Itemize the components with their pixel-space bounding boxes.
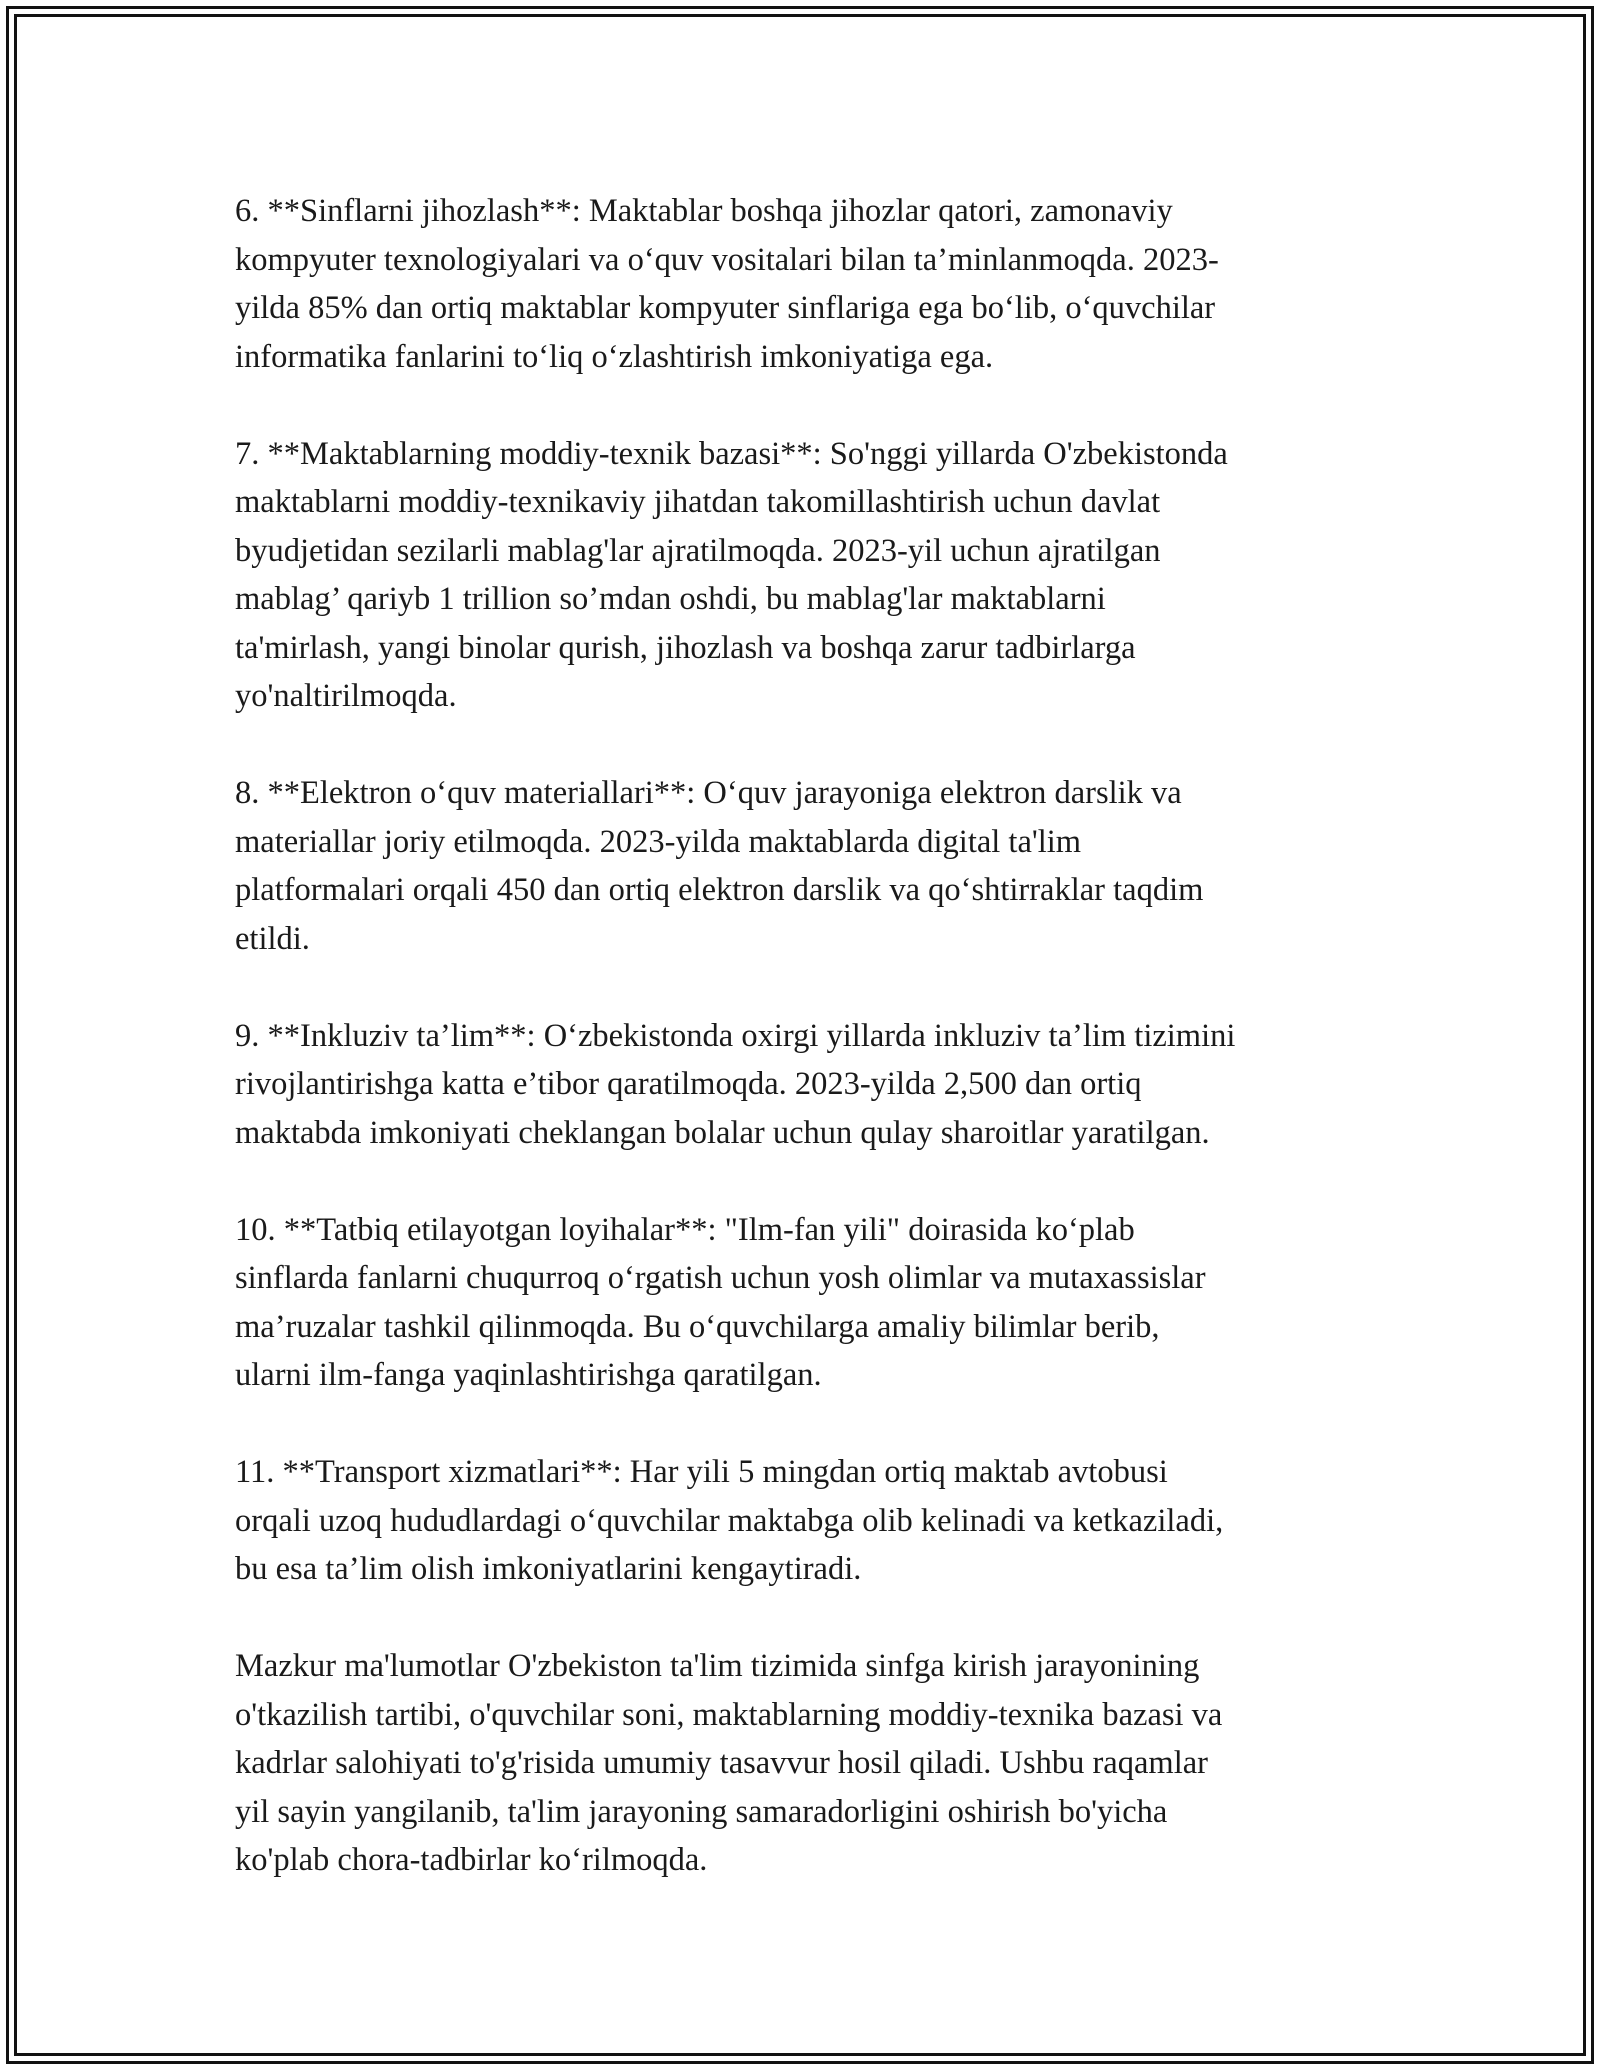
paragraph-item-8: 8. **Elektron o‘quv materiallari**: O‘quv jarayoniga elektron darslik va materiallar joriy etilmoqda. 2023-yilda maktablarda digital ta'lim platformalari orqali 450 dan ortiq elektron darslik va qo‘shtirraklar taqdim etildi. bbox=[235, 775, 1204, 957]
paragraph-item-9: 9. **Inkluziv ta’lim**: O‘zbekistonda oxirgi yillarda inkluziv ta’lim tizimini rivojlantirishga katta e’tibor qaratilmoqda. 2023-yilda 2,500 dan ortiq maktabda imkoniyati cheklangan bolalar uchun qulay sharoitlar yaratilgan. bbox=[235, 1017, 1236, 1151]
paragraph-item-11: 11. **Transport xizmatlari**: Har yili 5 mingdan ortiq maktab avtobusi orqali uzoq hududlardagi o‘quvchilar maktabga olib kelinadi va ketkaziladi, bu esa ta’lim olish imkoniyatlarini kengaytiradi. bbox=[235, 1454, 1224, 1587]
document-body bbox=[235, 187, 1385, 1933]
paragraph-item-10: 10. **Tatbiq etilayotgan loyihalar**: "Ilm-fan yili" doirasida ko‘plab sinflarda fanlarni chuqurroq o‘rgatish uchun yosh olimlar va mutaxassislar ma’ruzalar tashkil qilinmoqda. Bu o‘quvchilarga amaliy bilimlar berib, ularni ilm-fanga yaqinlashtirishga qaratilgan. bbox=[235, 1211, 1206, 1393]
paragraph-item-6: 6. **Sinflarni jihozlash**: Maktablar boshqa jihozlar qatori, zamonaviy kompyuter texnologiyalari va o‘quv vositalari bilan ta’minlanmoqda. 2023- yilda 85% dan ortiq maktablar kompyuter sinflariga ega bo‘lib, o‘quvchilar informatika fanlarini to‘liq o‘zlashtirish imkoniyatiga ega. bbox=[235, 193, 1219, 375]
paragraph-item-7: 7. **Maktablarning moddiy-texnik bazasi**: So'nggi yillarda O'zbekistonda maktablarni moddiy-texnikaviy jihatdan takomillashtirish uchun davlat byudjetidan sezilarli mablag'lar ajratilmoqda. 2023-yil uchun ajratilgan mablag’ qariyb 1 trillion so’mdan oshdi, bu mablag'lar maktablarni ta'mirlash, yangi binolar qurish, jihozlash va boshqa zarur tadbirlarga yo'naltirilmoqda. bbox=[235, 435, 1228, 714]
paragraph-conclusion: Mazkur ma'lumotlar O'zbekiston ta'lim tizimida sinfga kirish jarayonining o'tkazilish tartibi, o'quvchilar soni, maktablarning moddiy-texnika bazasi va kadrlar salohiyati to'g'risida umumiy tasavvur hosil qiladi. Ushbu raqamlar yil sayin yangilanib, ta'lim jarayoning samaradorligini oshirish bo'yicha ko'plab chora-tadbirlar ko‘rilmoqda. bbox=[235, 1648, 1223, 1878]
